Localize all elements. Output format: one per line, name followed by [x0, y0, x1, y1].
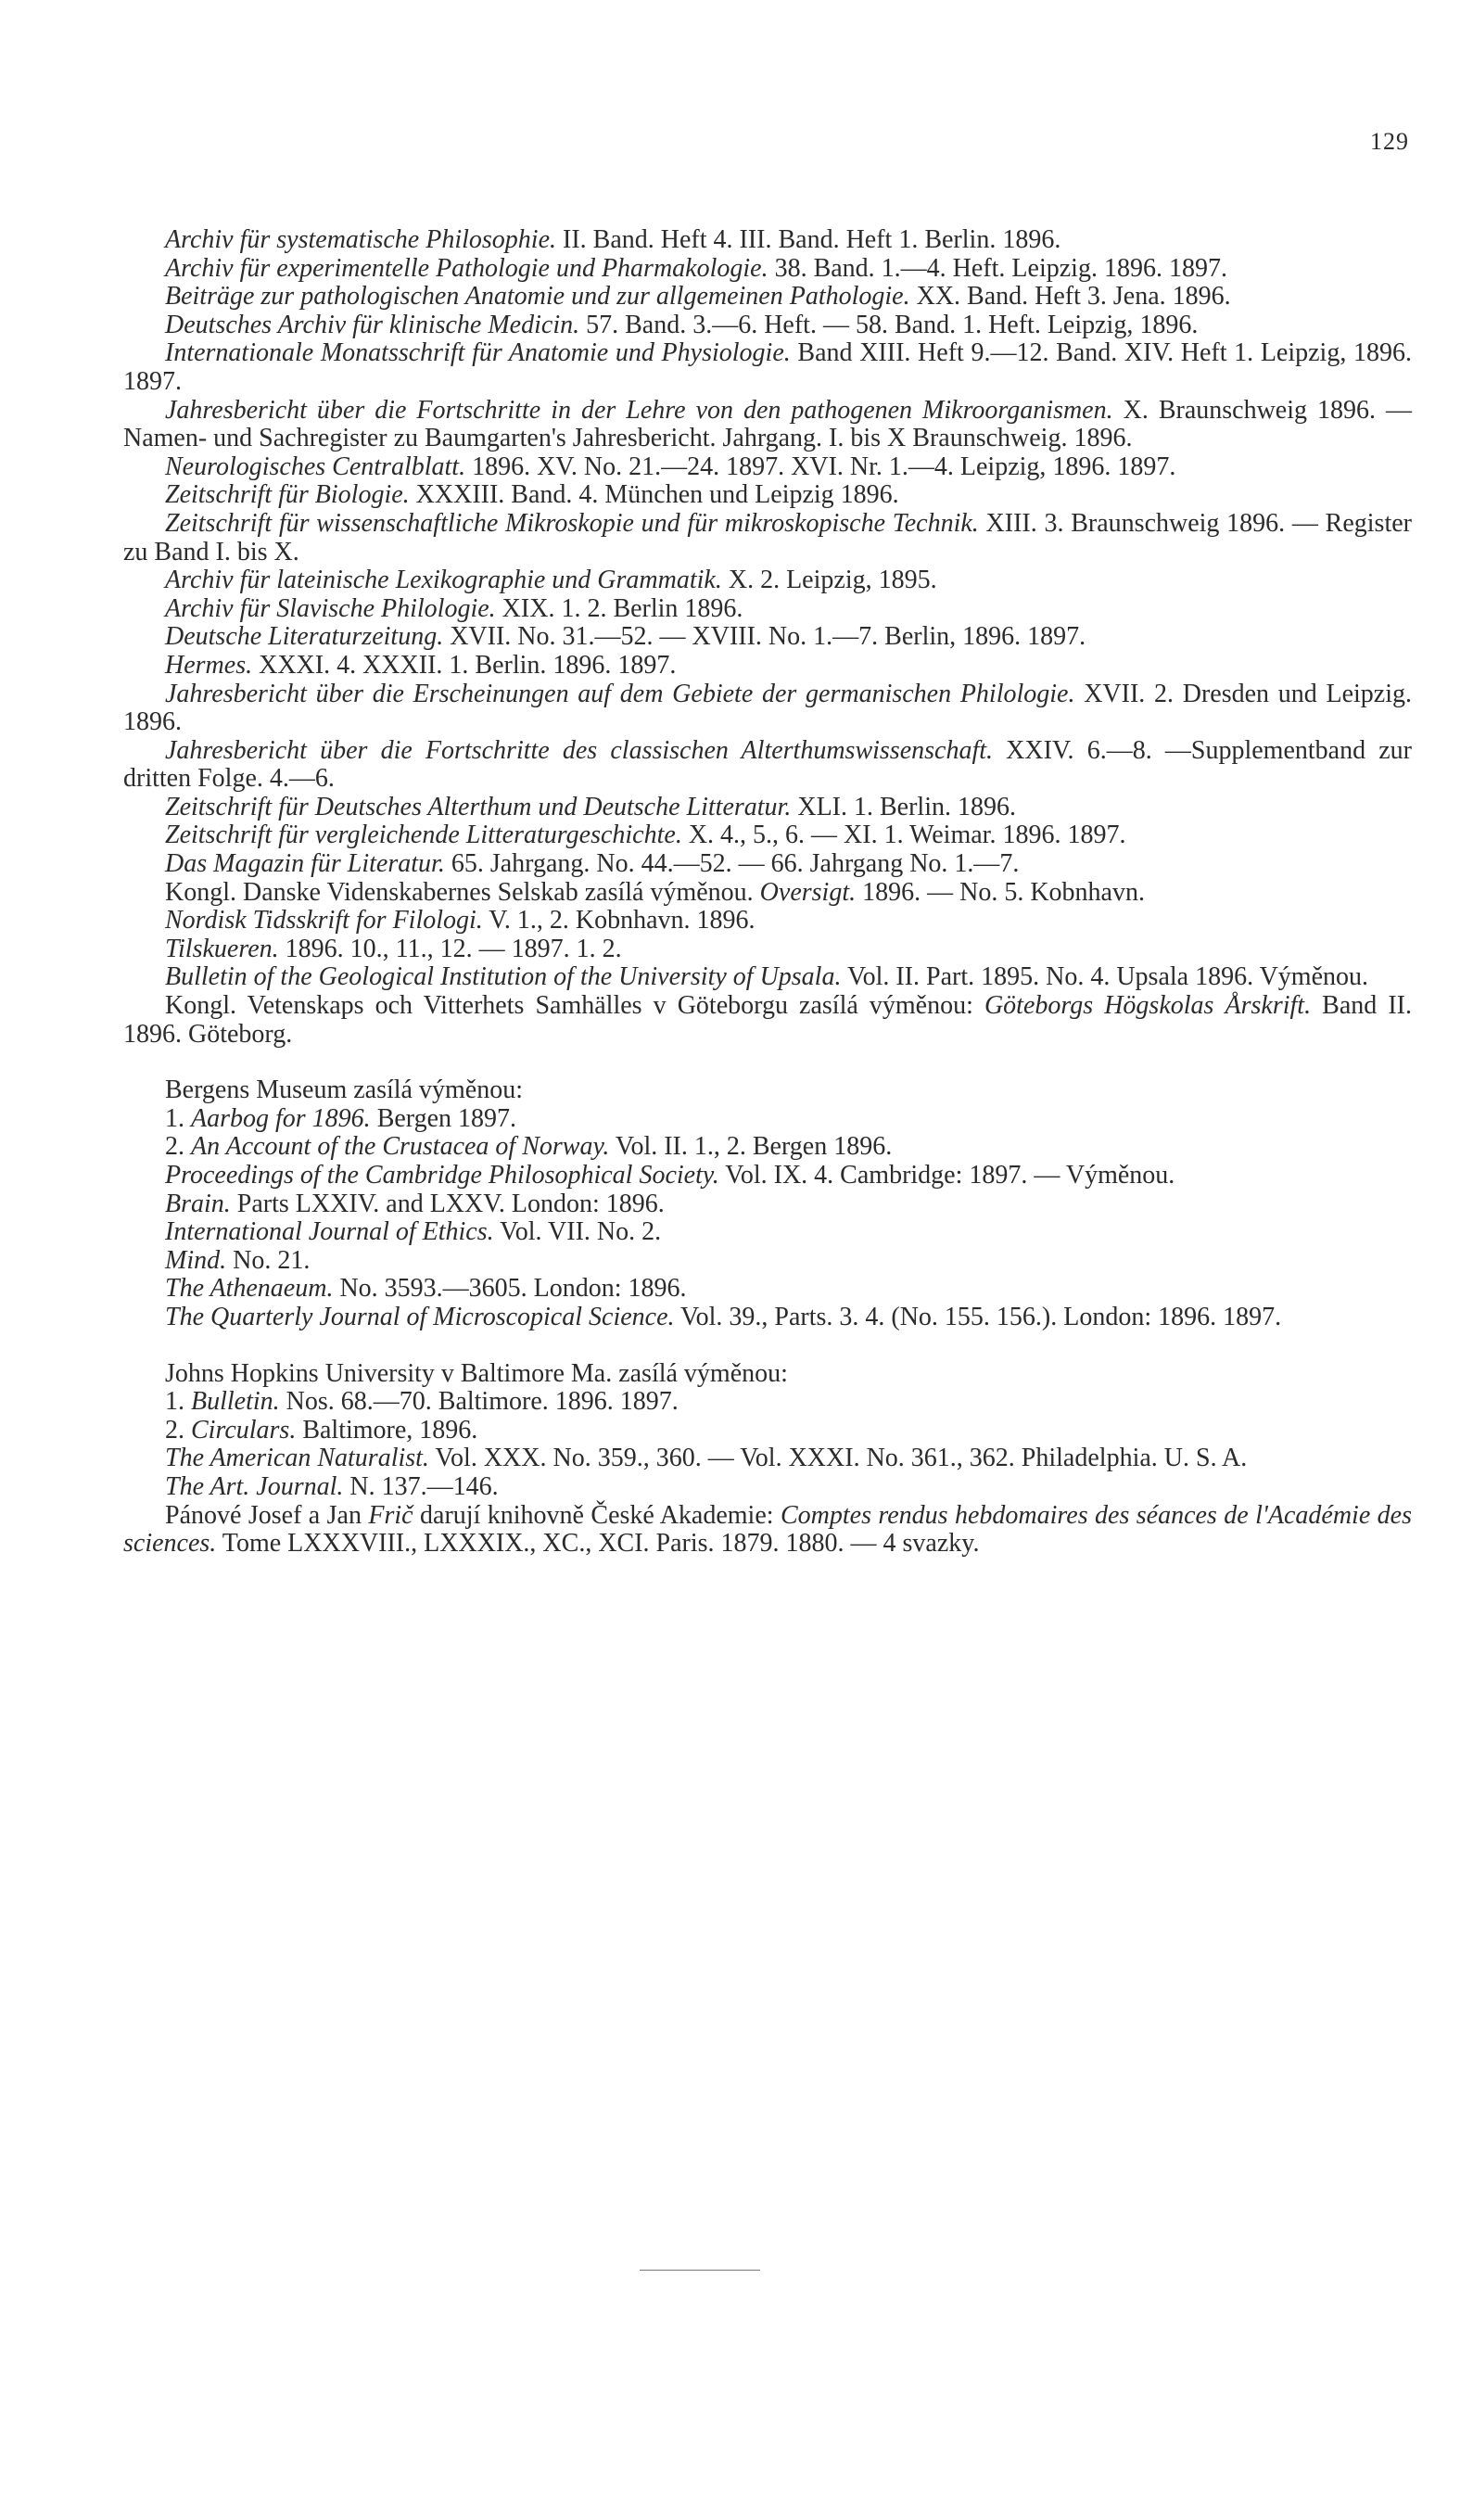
catalogue-entry [123, 737, 1412, 794]
catalogue-entry [123, 255, 1412, 284]
catalogue-entry [123, 481, 1412, 510]
entry-title: Zeitschrift für Biologie. [165, 480, 410, 510]
entry-title: Oversigt. [759, 877, 857, 907]
entry-details: 1896. — No. 5. Kobnhavn. [856, 877, 1145, 907]
hopkins-list [123, 1388, 1412, 1559]
entry-prefix: 2. [165, 1132, 191, 1162]
catalogue-entry [123, 397, 1412, 453]
entry-prefix: Kongl. Vetenskaps och Vitterhets Samhälles v Göteborgu zasílá výměnou: [165, 991, 984, 1021]
entry-title: Frič [368, 1500, 413, 1530]
entry-details: X. 4., 5., 6. — XI. 1. Weimar. 1896. 1897. [681, 821, 1126, 850]
catalogue-entry [123, 879, 1412, 908]
catalogue-entry [123, 963, 1412, 992]
entry-title: Tilskueren. [165, 934, 279, 963]
entry-title: Deutsches Archiv für klinische Medicin. [165, 310, 580, 339]
entry-title: Aarbog for 1896. [191, 1103, 371, 1133]
catalogue-entry [123, 226, 1412, 255]
catalogue-entry [123, 566, 1412, 595]
catalogue-entry [123, 1247, 1412, 1276]
entry-details: XX. Band. Heft 3. Jena. 1896. [909, 282, 1231, 312]
entry-details: Vol. 39., Parts. 3. 4. (No. 155. 156.). London: 1896. 1897. [674, 1302, 1282, 1331]
entry-details: Vol. XXX. No. 359., 360. — Vol. XXXI. No. 361., 362. Philadelphia. U. S. A. [428, 1444, 1248, 1473]
entry-details: X. Braunschweig 1896. — Namen- und Sachregister zu Baumgarten's Jahresbericht. Jahrgang. I. bis X Braunschweig. 1896. [123, 395, 1413, 453]
hopkins-heading: Johns Hopkins University v Baltimore Ma. zasílá výměnou: [165, 1358, 788, 1388]
entry-title: Comptes rendus hebdomaires des séances de l'Académie des sciences. [123, 1500, 1412, 1559]
entry-title: Bulletin of the Geological Institution of the University of Upsala. [165, 962, 842, 992]
catalogue-entry [123, 1162, 1412, 1190]
bergens-list [123, 1105, 1412, 1332]
entry-prefix: 2. [165, 1415, 191, 1445]
catalogue-list [123, 226, 1412, 1559]
catalogue-entry [123, 595, 1412, 624]
catalogue-entry [123, 1218, 1412, 1247]
entry-title: Zeitschrift für vergleichende Litteraturgeschichte. [165, 821, 682, 850]
catalogue-entry [123, 623, 1412, 652]
entry-details: XLI. 1. Berlin. 1896. [791, 792, 1016, 821]
entry-prefix: 1. [165, 1387, 191, 1417]
entry-details: 1896. XV. No. 21.—24. 1897. XVI. Nr. 1.—4. Leipzig, 1896. 1897. [465, 452, 1176, 481]
entry-details: V. 1., 2. Kobnhavn. 1896. [482, 906, 756, 935]
entry-title: Archiv für systematische Philosophie. [165, 225, 556, 254]
entry-title: Brain. [165, 1189, 231, 1218]
entry-title: Das Magazin für Literatur. [165, 849, 445, 879]
entry-title: Hermes. [165, 650, 253, 680]
entry-details: XXXI. 4. XXXII. 1. Berlin. 1896. 1897. [252, 650, 677, 680]
entry-prefix: Kongl. Danske Videnskabernes Selskab zasílá výměnou. [165, 877, 760, 907]
entry-details: XIX. 1. 2. Berlin 1896. [495, 593, 743, 623]
catalogue-entry [123, 510, 1412, 566]
entry-details: Band II. 1896. Göteborg. [123, 991, 1412, 1049]
catalogue-entry [123, 821, 1412, 850]
entry-title: Bulletin. [191, 1387, 280, 1417]
entry-details: Vol. IX. 4. Cambridge: 1897. — Výměnou. [718, 1161, 1175, 1190]
catalogue-entry [123, 1105, 1412, 1134]
entry-details: Bergen 1897. [370, 1103, 517, 1133]
entry-details: Vol. VII. No. 2. [493, 1217, 662, 1247]
entry-details: XXXIII. Band. 4. München und Leipzig 1896. [409, 480, 899, 510]
entry-title: The Art. Journal. [165, 1471, 344, 1501]
entry-details: Nos. 68.—70. Baltimore. 1896. 1897. [279, 1387, 679, 1417]
entry-title: Göteborgs Högskolas Årskrift. [984, 991, 1312, 1021]
entry-details: X. 2. Leipzig, 1895. [721, 566, 937, 595]
entry-details: N. 137.—146. [343, 1471, 499, 1501]
catalogue-entry [123, 794, 1412, 822]
entry-title: Deutsche Literaturzeitung. [165, 622, 444, 652]
entry-title: Proceedings of the Cambridge Philosophical Society. [165, 1161, 719, 1190]
catalogue-entry [123, 283, 1412, 312]
catalogue-entry [123, 1502, 1412, 1559]
entry-details: XVII. 2. Dresden und Leipzig. 1896. [123, 679, 1412, 737]
entry-title: Neurologisches Centralblatt. [165, 452, 466, 481]
entry-title: Archiv für experimentelle Pathologie und Pharmakologie. [165, 253, 768, 283]
entry-details: No. 3593.—3605. London: 1896. [333, 1274, 687, 1304]
entry-title: Zeitschrift für Deutsches Alterthum und Deutsche Litteratur. [165, 792, 792, 821]
catalogue-entry [123, 1388, 1412, 1417]
entry-title: Internationale Monatsschrift für Anatomie und Physiologie. [165, 338, 791, 368]
page-number: 129 [1370, 128, 1409, 155]
entry-text: darují knihovně České Akademie: [413, 1500, 781, 1530]
section-gap [123, 1332, 1412, 1360]
bergens-heading: Bergens Museum zasílá výměnou: [165, 1075, 523, 1105]
entry-details: 65. Jahrgang. No. 44.—52. — 66. Jahrgang No. 1.—7. [444, 849, 1020, 879]
entry-details: XVII. No. 31.—52. — XVIII. No. 1.—7. Berlin, 1896. 1897. [443, 622, 1086, 652]
catalogue-entry [123, 1417, 1412, 1445]
catalogue-entry [123, 1133, 1412, 1162]
entry-details: II. Band. Heft 4. III. Band. Heft 1. Berlin. 1896. [556, 225, 1061, 254]
entry-details: Vol. II. Part. 1895. No. 4. Upsala 1896. Výměnou. [841, 962, 1368, 992]
entry-title: The Quarterly Journal of Microscopical Science. [165, 1302, 675, 1331]
entry-title: Circulars. [191, 1415, 297, 1445]
entry-title: Zeitschrift für wissenschaftliche Mikroskopie und für mikroskopische Technik. [165, 508, 979, 538]
entry-title: Beiträge zur pathologischen Anatomie und zur allgemeinen Pathologie. [165, 282, 910, 312]
entry-details: XXIV. 6.—8. —Supplementband zur dritten Folge. 4.—6. [123, 735, 1413, 794]
closing-rule [640, 2270, 760, 2271]
catalogue-entry [123, 312, 1412, 340]
entry-details: Baltimore, 1896. [296, 1415, 478, 1445]
catalogue-entry [123, 1190, 1412, 1219]
entry-title: The Athenaeum. [165, 1274, 334, 1304]
catalogue-entry [123, 850, 1412, 879]
entry-title: Jahresbericht über die Fortschritte des classischen Alterthumswissenschaft. [165, 735, 994, 765]
catalogue-entry [123, 681, 1412, 737]
entry-title: Jahresbericht über die Erscheinungen auf dem Gebiete der germanischen Philologie. [165, 679, 1075, 708]
entry-title: Archiv für lateinische Lexikographie und Grammatik. [165, 566, 722, 595]
catalogue-entry [123, 907, 1412, 935]
entry-details: 57. Band. 3.—6. Heft. — 58. Band. 1. Heft. Leipzig, 1896. [579, 310, 1199, 339]
entry-details: 1896. 10., 11., 12. — 1897. 1. 2. [278, 934, 622, 963]
entry-prefix: Pánové Josef a Jan [165, 1500, 369, 1530]
catalogue-entry [123, 1304, 1412, 1332]
entry-title: Nordisk Tidsskrift for Filologi. [165, 906, 483, 935]
entry-title: Archiv für Slavische Philologie. [165, 593, 496, 623]
entry-title: Mind. [165, 1245, 227, 1275]
catalogue-entry [123, 1473, 1412, 1502]
entry-details: 38. Band. 1.—4. Heft. Leipzig. 1896. 1897. [768, 253, 1227, 283]
section-gap [123, 1049, 1412, 1076]
entry-details: Parts LXXIV. and LXXV. London: 1896. [230, 1189, 665, 1218]
entry-prefix: 1. [165, 1103, 191, 1133]
entry-details: Band XIII. Heft 9.—12. Band. XIV. Heft 1. Leipzig, 1896. 1897. [123, 338, 1412, 396]
catalogue-entry [123, 935, 1412, 964]
entry-title: An Account of the Crustacea of Norway. [191, 1132, 610, 1162]
catalogue-entry [123, 453, 1412, 482]
catalogue-entry [123, 1445, 1412, 1473]
catalogue-entry [123, 992, 1412, 1049]
entry-title: The American Naturalist. [165, 1444, 429, 1473]
entry-title: International Journal of Ethics. [165, 1217, 494, 1247]
entry-details: Tome LXXXVIII., LXXXIX., XC., XCI. Paris. 1879. 1880. — 4 svazky. [216, 1529, 980, 1559]
catalogue-entry [123, 1275, 1412, 1304]
entry-details: XIII. 3. Braunschweig 1896. — Register zu Band I. bis X. [123, 508, 1412, 566]
entry-title: Jahresbericht über die Fortschritte in der Lehre von den pathogenen Mikroorganismen. [165, 395, 1113, 425]
periodicals-list [123, 226, 1412, 1049]
catalogue-entry [123, 652, 1412, 681]
catalogue-entry [123, 339, 1412, 396]
entry-details: Vol. II. 1., 2. Bergen 1896. [609, 1132, 893, 1162]
entry-details: No. 21. [226, 1245, 311, 1275]
